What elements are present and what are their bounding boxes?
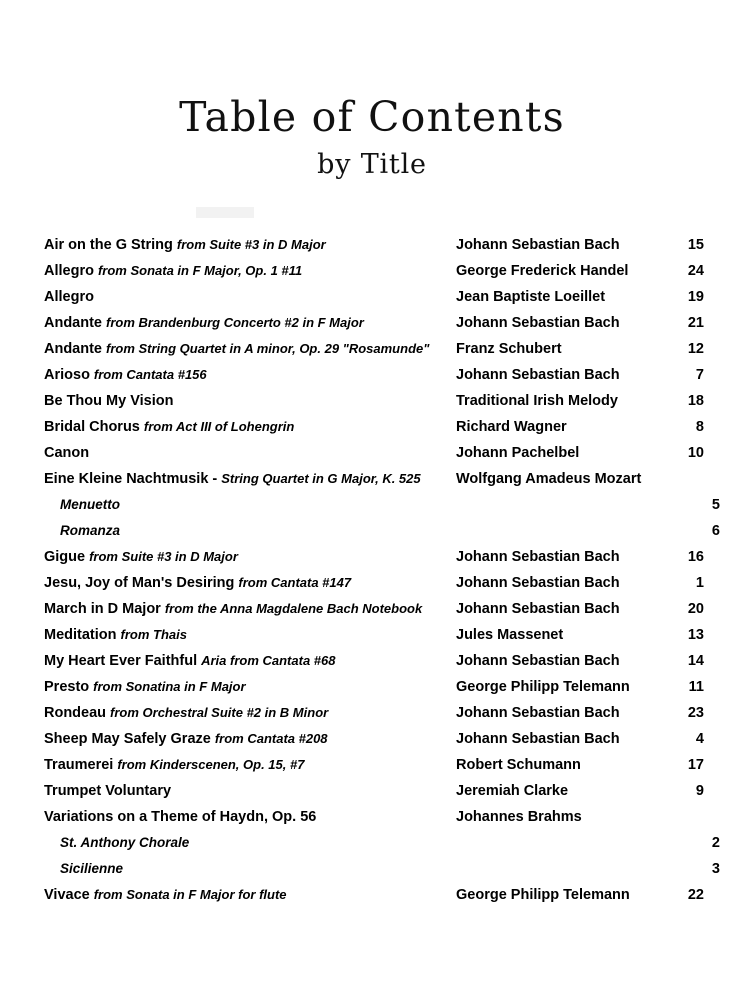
work-title: Trumpet Voluntary: [44, 783, 172, 799]
work-cell: [44, 596, 456, 622]
page-number-cell: 15: [687, 237, 704, 253]
work-cell: [44, 336, 456, 362]
table-row: [44, 700, 704, 726]
work-subtitle: Aria from Cantata #68: [201, 653, 336, 668]
work-title: Bridal Chorus: [44, 419, 140, 435]
composer-cell: Johannes Brahms: [456, 809, 582, 825]
work-title: Meditation: [44, 627, 117, 643]
work-subtitle: from Cantata #147: [238, 575, 352, 590]
page-number-cell: 2: [711, 835, 720, 851]
composer-cell: Johann Sebastian Bach: [456, 575, 620, 591]
work-cell: [44, 882, 456, 908]
work-cell: [44, 310, 456, 336]
table-row: [44, 596, 704, 622]
work-cell: [44, 440, 456, 466]
document-heading: [0, 0, 744, 180]
page-number-cell: 24: [687, 263, 704, 279]
page-number-cell: 10: [687, 445, 704, 461]
composer-cell: Franz Schubert: [456, 341, 562, 357]
table-row: [44, 830, 720, 856]
work-subtitle: from Kinderscenen, Op. 15, #7: [117, 757, 305, 772]
work-title: Be Thou My Vision: [44, 393, 174, 409]
page-number-cell: 21: [687, 315, 704, 331]
work-title: Vivace: [44, 887, 90, 903]
work-subtitle: from Cantata #156: [93, 367, 207, 382]
work-cell: [44, 362, 456, 388]
page-number-cell: 22: [687, 887, 704, 903]
table-row: [44, 466, 704, 492]
table-of-contents-list: [44, 232, 720, 908]
composer-cell: Jeremiah Clarke: [456, 783, 569, 799]
table-row: [44, 518, 720, 544]
page-number-cell: 17: [687, 757, 704, 773]
page-number-cell: 6: [711, 523, 720, 539]
work-title: Rondeau: [44, 705, 107, 721]
work-cell: [44, 856, 472, 882]
table-row: [44, 284, 704, 310]
work-cell: [44, 492, 472, 518]
table-row: [44, 388, 704, 414]
table-row: [44, 648, 704, 674]
table-row: [44, 362, 704, 388]
work-subtitle: from Cantata #208: [214, 731, 328, 746]
work-title: Allegro: [44, 289, 94, 305]
work-title: Presto: [44, 679, 90, 695]
composer-cell: Johann Sebastian Bach: [456, 315, 620, 331]
page-number-cell: 20: [687, 601, 704, 617]
page-number-cell: 8: [695, 419, 704, 435]
work-title: Andante: [44, 341, 102, 357]
work-title: St. Anthony Chorale: [60, 835, 190, 850]
table-row: [44, 778, 704, 804]
work-title: Traumerei: [44, 757, 114, 773]
work-subtitle: from Sonatina in F Major: [93, 679, 246, 694]
table-row: [44, 440, 704, 466]
page-number-cell: 4: [695, 731, 704, 747]
work-subtitle: from String Quartet in A minor, Op. 29 "Rosamunde": [106, 341, 430, 356]
work-cell: [44, 388, 456, 414]
work-cell: [44, 778, 456, 804]
table-row: [44, 570, 704, 596]
composer-cell: Johann Sebastian Bach: [456, 601, 620, 617]
composer-cell: Wolfgang Amadeus Mozart: [456, 471, 642, 487]
work-title: Andante: [44, 315, 102, 331]
composer-cell: George Frederick Handel: [456, 263, 629, 279]
page-number-cell: 18: [687, 393, 704, 409]
work-subtitle: from Orchestral Suite #2 in B Minor: [110, 705, 329, 720]
composer-cell: Johann Pachelbel: [456, 445, 580, 461]
table-row: [44, 856, 720, 882]
work-cell: [44, 466, 456, 492]
composer-cell: Johann Sebastian Bach: [456, 731, 620, 747]
composer-cell: George Philipp Telemann: [456, 887, 630, 903]
work-subtitle: from Suite #3 in D Major: [176, 237, 326, 252]
page-number-cell: 5: [711, 497, 720, 513]
page-number-cell: 14: [687, 653, 704, 669]
work-title: Variations on a Theme of Haydn, Op. 56: [44, 809, 317, 825]
page-title: Table of Contents: [179, 93, 565, 141]
work-subtitle: from Sonata in F Major for flute: [93, 887, 287, 902]
composer-cell: Johann Sebastian Bach: [456, 237, 620, 253]
work-title: Arioso: [44, 367, 90, 383]
composer-cell: Johann Sebastian Bach: [456, 705, 620, 721]
table-row: [44, 232, 704, 258]
work-title: Romanza: [60, 523, 121, 538]
composer-cell: Johann Sebastian Bach: [456, 653, 620, 669]
work-title: Allegro: [44, 263, 94, 279]
table-row: [44, 544, 704, 570]
work-title: Eine Kleine Nachtmusik -: [44, 471, 218, 487]
scan-artifact: [196, 207, 254, 218]
work-cell: [44, 622, 456, 648]
work-title: My Heart Ever Faithful: [44, 653, 198, 669]
table-row: [44, 336, 704, 362]
table-row: [44, 882, 704, 908]
table-row: [44, 310, 704, 336]
composer-cell: Jules Massenet: [456, 627, 564, 643]
work-cell: [44, 648, 456, 674]
work-title: Sicilienne: [60, 861, 124, 876]
work-title: Sheep May Safely Graze: [44, 731, 211, 747]
composer-cell: Robert Schumann: [456, 757, 581, 773]
page-number-cell: 7: [695, 367, 704, 383]
work-cell: [44, 232, 456, 258]
page-number-cell: 9: [695, 783, 704, 799]
work-cell: [44, 804, 456, 830]
work-subtitle: from Suite #3 in D Major: [89, 549, 238, 564]
work-cell: [44, 674, 456, 700]
page-number-cell: 13: [687, 627, 704, 643]
composer-cell: George Philipp Telemann: [456, 679, 630, 695]
work-subtitle: from Brandenburg Concerto #2 in F Major: [106, 315, 364, 330]
table-row: [44, 726, 704, 752]
work-cell: [44, 726, 456, 752]
work-cell: [44, 544, 456, 570]
work-cell: [44, 752, 456, 778]
work-title: Menuetto: [60, 497, 120, 512]
work-subtitle: from Sonata in F Major, Op. 1 #11: [97, 263, 303, 278]
work-cell: [44, 518, 472, 544]
work-cell: [44, 570, 456, 596]
work-cell: [44, 258, 456, 284]
table-row: [44, 492, 720, 518]
page-number-cell: 19: [687, 289, 704, 305]
work-subtitle: from the Anna Magdalene Bach Notebook: [164, 601, 423, 616]
work-title: Air on the G String: [44, 237, 173, 253]
composer-cell: Johann Sebastian Bach: [456, 549, 620, 565]
work-cell: [44, 284, 456, 310]
composer-cell: Jean Baptiste Loeillet: [456, 289, 606, 305]
work-subtitle: from Thais: [120, 627, 187, 642]
page-subtitle: by Title: [317, 149, 427, 181]
page-number-cell: 11: [688, 679, 704, 695]
work-title: March in D Major: [44, 601, 161, 617]
work-subtitle: String Quartet in G Major, K. 525: [221, 471, 421, 486]
work-cell: [44, 830, 472, 856]
work-cell: [44, 414, 456, 440]
composer-cell: Johann Sebastian Bach: [456, 367, 620, 383]
composer-cell: Traditional Irish Melody: [456, 393, 618, 409]
page-number-cell: 3: [711, 861, 720, 877]
work-subtitle: from Act III of Lohengrin: [143, 419, 295, 434]
work-title: Canon: [44, 445, 90, 461]
table-row: [44, 752, 704, 778]
work-cell: [44, 700, 456, 726]
page-number-cell: 16: [687, 549, 704, 565]
work-title: Gigue: [44, 549, 86, 565]
table-row: [44, 622, 704, 648]
page-number-cell: 1: [695, 575, 704, 591]
page-number-cell: 12: [687, 341, 704, 357]
table-row: [44, 804, 704, 830]
composer-cell: Richard Wagner: [456, 419, 567, 435]
page-number-cell: 23: [687, 705, 704, 721]
table-row: [44, 674, 704, 700]
table-row: [44, 258, 704, 284]
table-row: [44, 414, 704, 440]
work-title: Jesu, Joy of Man's Desiring: [44, 575, 235, 591]
